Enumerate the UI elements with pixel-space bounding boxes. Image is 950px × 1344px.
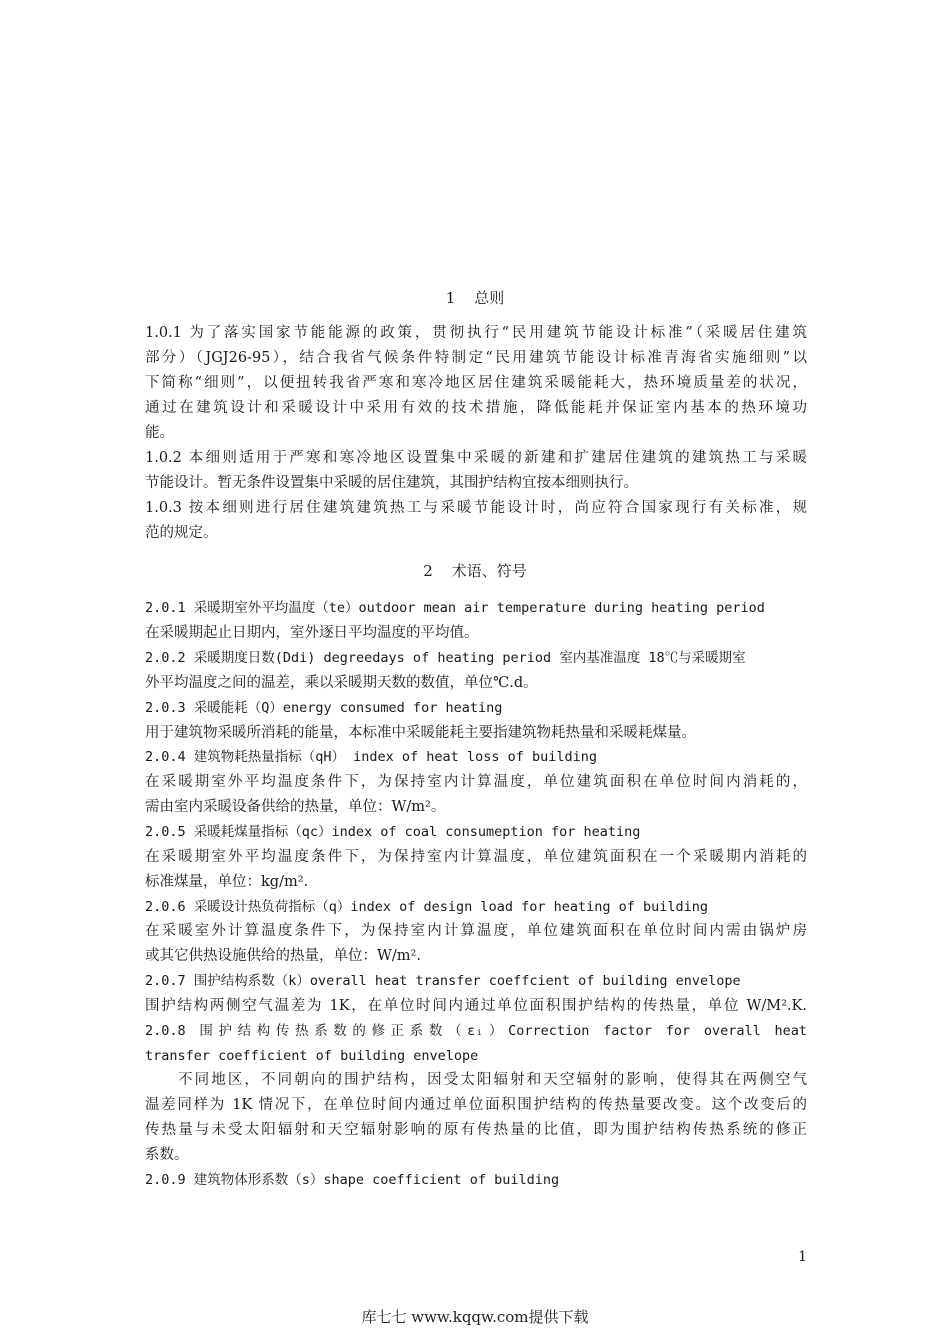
text-line: 系数。 <box>145 1147 189 1163</box>
term-line: 2.0.7 围护结构系数（k）overall heat transfer coeffcient of building envelope <box>145 973 741 989</box>
footer-watermark: 库七七 www.kqqw.com提供下载 <box>361 1308 589 1326</box>
text-line: 在采暖期起止日期内，室外逐日平均温度的平均值。 <box>145 625 479 641</box>
page-number: 1 <box>798 1249 807 1265</box>
term-line: 2.0.8 围护结构传热系数的修正系数（εᵢ）Correction factor for overall heat <box>145 1023 807 1039</box>
term-line: 2.0.6 采暖设计热负荷指标（q）index of design load for heating of building <box>145 899 709 915</box>
text-line: 需由室内采暖设备供给的热量，单位：W/m²。 <box>145 799 446 815</box>
term-line: 2.0.5 采暖耗煤量指标（qc）index of coal consumeption for heating <box>145 824 641 840</box>
text-line: 传热量与未受太阳辐射和天空辐射影响的原有传热量的比值，即为围护结构传热系统的修正 <box>145 1122 807 1138</box>
term-line: 2.0.9 建筑物体形系数（s）shape coefficient of building <box>145 1172 560 1188</box>
text-line: 或其它供热设施供给的热量，单位：W/m². <box>145 948 421 964</box>
text-line: 标准煤量，单位：kg/m². <box>145 874 309 890</box>
term-line: transfer coefficient of building envelope <box>145 1048 479 1064</box>
text-line: 在采暖期室外平均温度条件下，为保持室内计算温度，单位建筑面积在一个采暖期内消耗的 <box>145 849 807 865</box>
text-line: 能。 <box>145 425 174 441</box>
term-line: 2.0.2 采暖期度日数(Ddi) degreedays of heating period 室内基准温度 18℃与采暖期室 <box>145 650 746 666</box>
text-line: 外平均温度之间的温差，乘以采暖期天数的数值，单位℃.d。 <box>145 675 538 691</box>
text-line: 1.0.3 按本细则进行居住建筑建筑热工与采暖节能设计时，尚应符合国家现行有关标准，规 <box>145 500 807 516</box>
text-line: 在采暖室外计算温度条件下，为保持室内计算温度，单位建筑面积在单位时间内需由锅炉房 <box>145 923 807 939</box>
term-line: 2.0.4 建筑物耗热量指标（qH） index of heat loss of building <box>145 749 597 765</box>
term-line: 2.0.3 采暖能耗（Q）energy consumed for heating <box>145 700 503 716</box>
text-line: 下简称“细则”，以便扭转我省严寒和寒冷地区居住建筑采暖能耗大，热环境质量差的状况， <box>145 375 807 391</box>
text-line: 部分）（JGJ26-95），结合我省气候条件特制定“民用建筑节能设计标准青海省实施细则”以 <box>145 350 807 366</box>
section-2-heading: 2 术语、符号 <box>423 562 527 580</box>
section-1-heading: 1 总则 <box>445 289 505 307</box>
paragraph-first-line: 不同地区，不同朝向的围护结构，因受太阳辐射和天空辐射的影响，使得其在两侧空气 <box>178 1072 807 1088</box>
term-line: 2.0.1 采暖期室外平均温度（te）outdoor mean air temperature during heating period <box>145 600 765 616</box>
text-line: 1.0.1 为了落实国家节能能源的政策，贯彻执行“民用建筑节能设计标准”（采暖居住建筑 <box>145 325 807 341</box>
text-line: 通过在建筑设计和采暖设计中采用有效的技术措施，降低能耗并保证室内基本的热环境功 <box>145 400 807 416</box>
text-line: 用于建筑物采暖所消耗的能量，本标准中采暖能耗主要指建筑物耗热量和采暖耗煤量。 <box>145 725 696 741</box>
text-line: 1.0.2 本细则适用于严寒和寒冷地区设置集中采暖的新建和扩建居住建筑的建筑热工与采暖 <box>145 450 807 466</box>
text-line: 范的规定。 <box>145 525 218 541</box>
text-line: 围护结构两侧空气温差为 1K，在单位时间内通过单位面积围护结构的传热量，单位 W/M².K. <box>145 998 807 1014</box>
text-line: 在采暖期室外平均温度条件下，为保持室内计算温度，单位建筑面积在单位时间内消耗的， <box>145 774 807 790</box>
text-line: 节能设计。暂无条件设置集中采暖的居住建筑，其围护结构宜按本细则执行。 <box>145 475 638 491</box>
text-line: 温差同样为 1K 情况下，在单位时间内通过单位面积围护结构的传热量要改变。这个改变后的 <box>145 1097 807 1113</box>
